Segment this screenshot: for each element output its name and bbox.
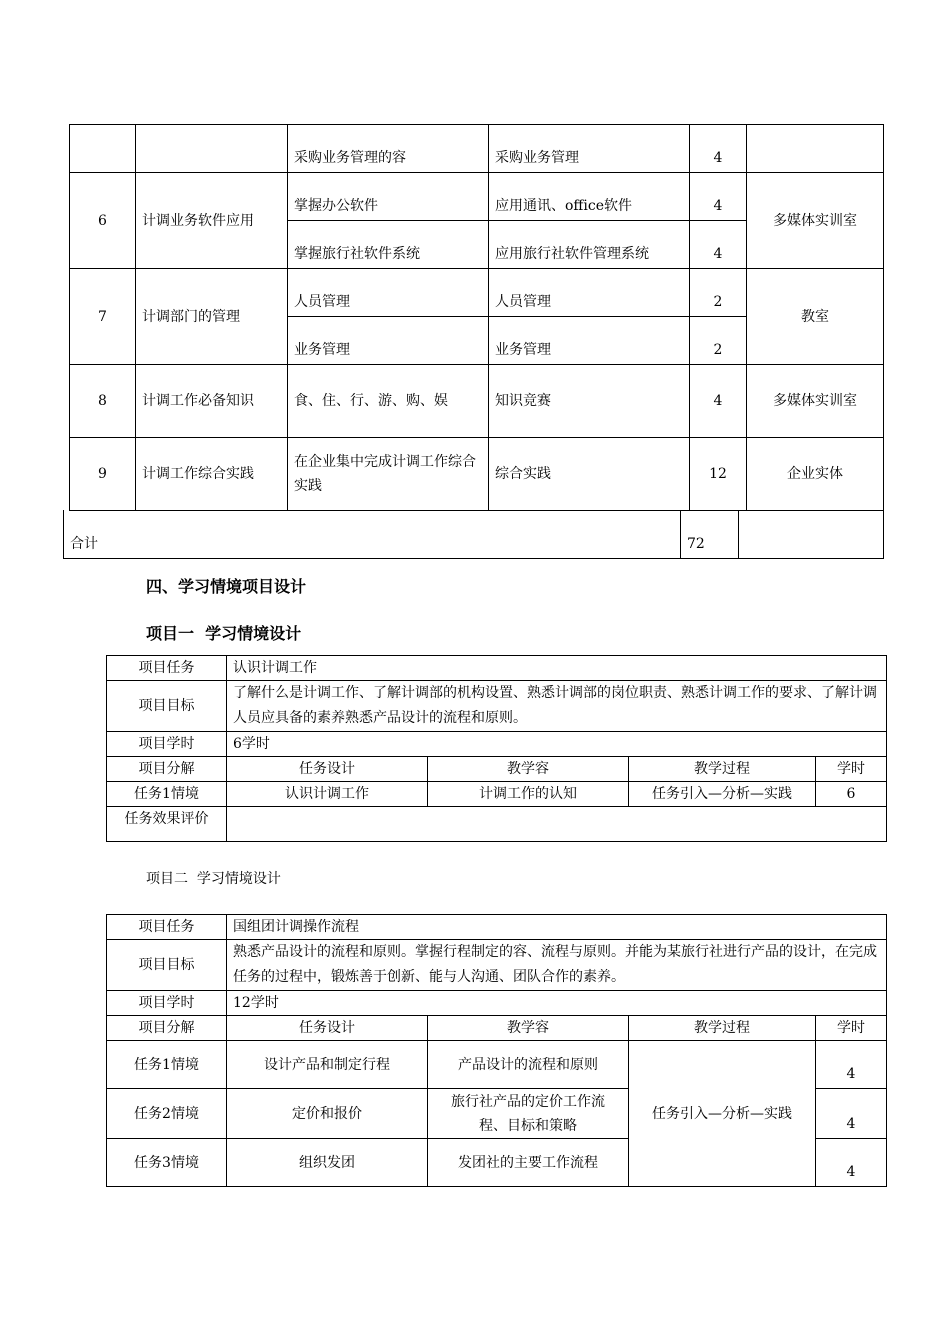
content-cell: 应用通讯、office软件	[489, 173, 690, 221]
row-number: 7	[70, 269, 136, 365]
design-cell: 认识计调工作	[227, 782, 428, 807]
content-cell: 应用旅行社软件管理系统	[489, 221, 690, 269]
content-cell: 发团社的主要工作流程	[428, 1139, 629, 1187]
process-cell: 任务引入—分析—实践	[629, 1041, 816, 1187]
table-row	[107, 940, 887, 991]
hours-cell: 12	[690, 438, 747, 511]
task-cell: 掌握旅行社软件系统	[288, 221, 489, 269]
label-cell: 项目目标	[107, 681, 227, 732]
total-table	[63, 510, 884, 559]
value-cell: 了解什么是计调工作、了解计调部的机构设置、熟悉计调部的岗位职责、熟悉计调工作的要求、了解计调人员应具备的素养熟悉产品设计的流程和原则。	[227, 681, 887, 732]
header-cell: 项目分解	[107, 757, 227, 782]
label-cell: 任务3情境	[107, 1139, 227, 1187]
place-cell: 企业实体	[747, 438, 884, 511]
module-name: 计调工作综合实践	[136, 438, 288, 511]
hours-cell: 4	[690, 173, 747, 221]
label-cell: 任务1情境	[107, 1041, 227, 1089]
design-cell: 组织发团	[227, 1139, 428, 1187]
hours-cell: 4	[690, 221, 747, 269]
content-cell: 知识竞赛	[489, 365, 690, 438]
task-cell: 采购业务管理的容	[288, 125, 489, 173]
place-cell: 多媒体实训室	[747, 365, 884, 438]
cell-empty	[739, 510, 884, 558]
table-row	[70, 365, 884, 438]
label-cell: 任务1情境	[107, 782, 227, 807]
table-row	[107, 656, 887, 681]
table-row	[70, 173, 884, 221]
table-row	[70, 125, 884, 173]
curriculum-table	[69, 124, 884, 511]
table-row	[107, 807, 887, 842]
section-heading: 四、学习情境项目设计	[146, 577, 307, 596]
design-cell: 定价和报价	[227, 1089, 428, 1139]
module-name: 计调工作必备知识	[136, 365, 288, 438]
task-cell: 食、住、行、游、购、娱	[288, 365, 489, 438]
hours-cell: 4	[816, 1139, 887, 1187]
place-cell: 多媒体实训室	[747, 173, 884, 269]
process-cell: 任务引入—分析—实践	[629, 782, 816, 807]
label-cell: 项目学时	[107, 991, 227, 1016]
task-cell: 在企业集中完成计调工作综合实践	[288, 438, 489, 511]
table-row	[70, 438, 884, 511]
header-row	[107, 757, 887, 782]
task-cell: 人员管理	[288, 269, 489, 317]
content-cell: 产品设计的流程和原则	[428, 1041, 629, 1089]
cell-empty	[227, 807, 887, 842]
content-cell: 综合实践	[489, 438, 690, 511]
header-cell: 教学容	[428, 1016, 629, 1041]
project1-table	[106, 655, 887, 842]
label-cell: 项目目标	[107, 940, 227, 991]
hours-cell: 4	[816, 1041, 887, 1089]
value-cell: 熟悉产品设计的流程和原则。掌握行程制定的容、流程与原则。并能为某旅行社进行产品的设计，在完成任务的过程中，锻炼善于创新、能与人沟通、团队合作的素养。	[227, 940, 887, 991]
content-cell: 旅行社产品的定价工作流程、目标和策略	[428, 1089, 629, 1139]
header-cell: 学时	[816, 757, 887, 782]
hours-cell: 4	[690, 365, 747, 438]
label-cell: 项目任务	[107, 656, 227, 681]
module-name: 计调业务软件应用	[136, 173, 288, 269]
content-cell: 采购业务管理	[489, 125, 690, 173]
table-row	[107, 1041, 887, 1089]
module-name: 计调部门的管理	[136, 269, 288, 365]
task-cell: 掌握办公软件	[288, 173, 489, 221]
table-row	[107, 991, 887, 1016]
row-number: 9	[70, 438, 136, 511]
label-cell: 项目任务	[107, 915, 227, 940]
content-cell: 计调工作的认知	[428, 782, 629, 807]
content-cell: 业务管理	[489, 317, 690, 365]
label-cell: 任务2情境	[107, 1089, 227, 1139]
project2-title: 项目二 学习情境设计	[146, 871, 281, 887]
table-row	[107, 681, 887, 732]
task-cell: 业务管理	[288, 317, 489, 365]
header-cell: 教学容	[428, 757, 629, 782]
header-cell: 教学过程	[629, 1016, 816, 1041]
label-cell: 任务效果评价	[107, 807, 227, 842]
content-cell: 人员管理	[489, 269, 690, 317]
hours-cell: 6	[816, 782, 887, 807]
row-number: 6	[70, 173, 136, 269]
row-number: 8	[70, 365, 136, 438]
header-cell: 任务设计	[227, 757, 428, 782]
cell-empty	[136, 125, 288, 173]
hours-cell: 4	[690, 125, 747, 173]
header-cell: 项目分解	[107, 1016, 227, 1041]
value-cell: 认识计调工作	[227, 656, 887, 681]
cell-empty	[70, 125, 136, 173]
place-cell: 教室	[747, 269, 884, 365]
header-cell: 任务设计	[227, 1016, 428, 1041]
table-row	[107, 732, 887, 757]
total-label: 合计	[64, 510, 681, 558]
hours-cell: 2	[690, 269, 747, 317]
hours-cell: 4	[816, 1089, 887, 1139]
project1-title: 项目一 学习情境设计	[146, 624, 302, 643]
header-cell: 学时	[816, 1016, 887, 1041]
total-row	[64, 510, 884, 558]
label-cell: 项目学时	[107, 732, 227, 757]
value-cell: 6学时	[227, 732, 887, 757]
table-row	[107, 915, 887, 940]
header-cell: 教学过程	[629, 757, 816, 782]
header-row	[107, 1016, 887, 1041]
table-row	[107, 782, 887, 807]
hours-cell: 2	[690, 317, 747, 365]
value-cell: 国组团计调操作流程	[227, 915, 887, 940]
project2-table	[106, 914, 887, 1187]
total-hours: 72	[681, 510, 739, 558]
design-cell: 设计产品和制定行程	[227, 1041, 428, 1089]
cell-empty	[747, 125, 884, 173]
table-row	[70, 269, 884, 317]
value-cell: 12学时	[227, 991, 887, 1016]
